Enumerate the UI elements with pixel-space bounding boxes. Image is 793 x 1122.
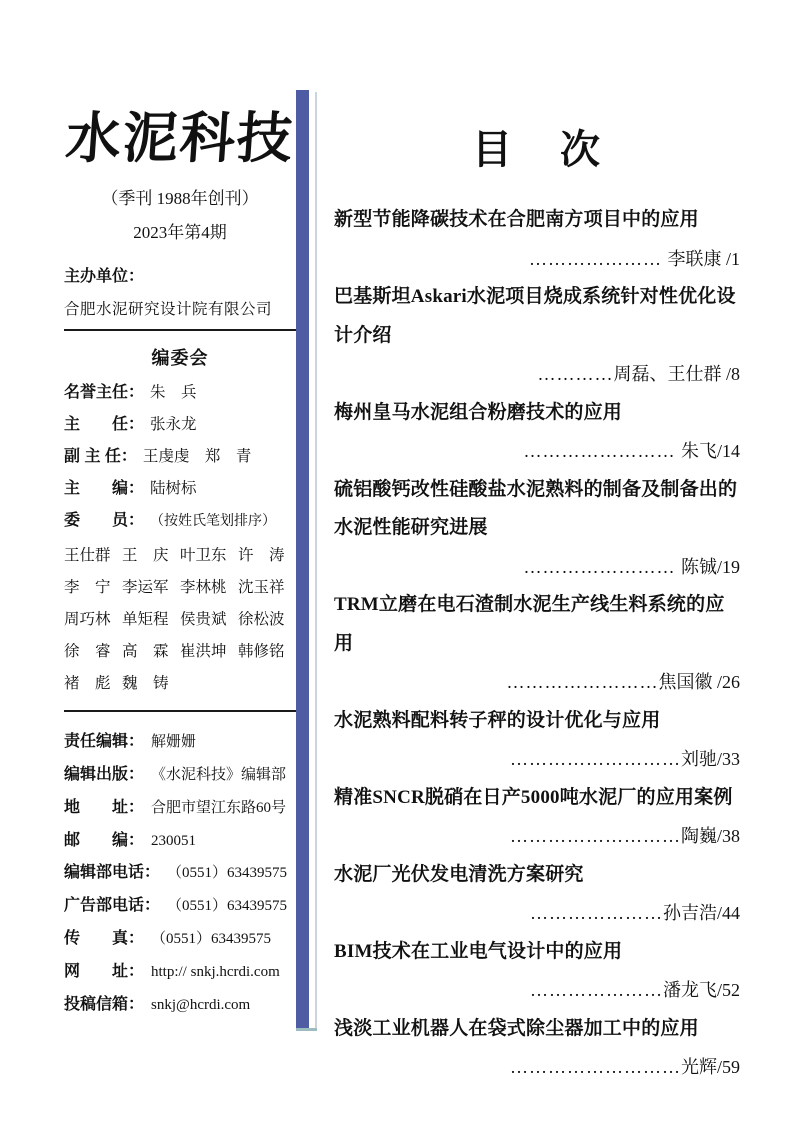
toc-entry bbox=[334, 586, 742, 702]
toc-author: 光辉 bbox=[680, 1057, 717, 1077]
toc-page-number: /19 bbox=[716, 556, 740, 577]
toc-column bbox=[334, 118, 742, 1087]
toc-article-title: 浅淡工业机器人在袋式除尘器加工中的应用 bbox=[334, 1017, 699, 1039]
organizer-name: 合肥水泥研究设计院有限公司 bbox=[64, 301, 273, 319]
member-name: 沈玉祥 bbox=[238, 579, 285, 597]
role-value: （按姓氏笔划排序） bbox=[150, 514, 277, 530]
pub-row-submission-email bbox=[64, 989, 296, 1022]
toc-page-number: /59 bbox=[716, 1057, 740, 1077]
role-value: 陆树标 bbox=[150, 480, 197, 498]
member-name: 单矩程 bbox=[122, 611, 169, 629]
editorial-board-heading: 编委会 bbox=[151, 348, 209, 369]
role-label: 委 员： bbox=[64, 512, 145, 530]
toc-entry bbox=[334, 201, 742, 278]
journal-title: 水泥科技 bbox=[63, 105, 297, 170]
pub-label: 邮 编： bbox=[64, 831, 145, 849]
dot-leader: ………… bbox=[537, 364, 614, 384]
pub-label: 网 址： bbox=[64, 962, 145, 980]
toc-page-number: /38 bbox=[716, 826, 740, 846]
role-label: 副 主 任： bbox=[64, 448, 137, 466]
toc-byline bbox=[334, 894, 742, 933]
divider-hairline bbox=[315, 92, 317, 1028]
pub-label: 编辑部电话： bbox=[64, 864, 161, 882]
role-row-director bbox=[64, 409, 296, 441]
toc-author: 焦国徽 bbox=[658, 672, 713, 692]
toc-page-number: /1 bbox=[721, 248, 740, 269]
role-label: 主 编： bbox=[64, 480, 145, 498]
dot-leader: ……………………… bbox=[509, 826, 681, 846]
toc-author: 陈铖 bbox=[680, 556, 717, 577]
member-name: 褚 彪 bbox=[64, 675, 111, 693]
member-name: 徐松波 bbox=[238, 611, 285, 629]
pub-value: 合肥市望江东路60号 bbox=[151, 799, 287, 816]
dot-leader: ………………… bbox=[529, 903, 663, 923]
editorial-board-roles bbox=[64, 377, 296, 538]
pub-row-fax bbox=[64, 923, 296, 956]
pub-value: 解姗姗 bbox=[151, 734, 197, 751]
pub-value: （0551）63439575 bbox=[151, 931, 272, 948]
pub-row-responsible-editor bbox=[64, 726, 296, 759]
toc-list bbox=[334, 201, 742, 1087]
toc-author: 陶巍 bbox=[680, 826, 717, 846]
toc-article-title: 新型节能降碳技术在合肥南方项目中的应用 bbox=[334, 209, 699, 230]
pub-value: 230051 bbox=[151, 832, 197, 849]
dot-leader: …………………… bbox=[523, 441, 681, 461]
toc-article-title: TRM立磨在电石渣制水泥生产线生料系统的应用 bbox=[334, 594, 725, 654]
member-name: 侯贵斌 bbox=[180, 611, 227, 629]
dot-leader: ……………………… bbox=[509, 1057, 681, 1077]
role-row-chief-editor bbox=[64, 473, 296, 505]
toc-entry bbox=[334, 856, 742, 933]
role-label: 主 任： bbox=[64, 416, 145, 434]
role-value: 朱 兵 bbox=[150, 384, 197, 402]
toc-entry bbox=[334, 702, 742, 779]
dot-leader: ………………… bbox=[528, 248, 668, 269]
toc-page-number: /8 bbox=[721, 364, 740, 384]
toc-article-title: 巴基斯坦Askari水泥项目烧成系统针对性优化设计介绍 bbox=[334, 286, 736, 346]
pub-value: 《水泥科技》编辑部 bbox=[151, 767, 287, 784]
toc-byline bbox=[334, 663, 742, 702]
member-name: 周巧林 bbox=[64, 611, 111, 629]
pub-value: （0551）63439575 bbox=[167, 898, 288, 915]
toc-article-title: 梅州皇马水泥组合粉磨技术的应用 bbox=[334, 401, 623, 423]
pub-row-postcode bbox=[64, 825, 296, 858]
pub-label: 编辑出版： bbox=[64, 766, 145, 784]
toc-entry bbox=[334, 278, 742, 394]
toc-author: 朱飞 bbox=[680, 441, 717, 461]
divider-shadow bbox=[296, 1028, 317, 1031]
organizer-label: 主办单位： bbox=[64, 268, 145, 286]
role-row-honorary-director bbox=[64, 377, 296, 409]
publishing-info bbox=[64, 726, 296, 1021]
pub-label: 地 址： bbox=[64, 798, 145, 816]
toc-page-number: /44 bbox=[716, 903, 740, 923]
member-name: 韩修铭 bbox=[238, 643, 285, 661]
dot-leader: ……………………… bbox=[509, 749, 681, 769]
member-name: 李 宁 bbox=[64, 579, 111, 597]
toc-byline bbox=[334, 355, 742, 394]
toc-byline bbox=[334, 817, 742, 856]
toc-entry bbox=[334, 394, 742, 471]
role-row-deputy-director bbox=[64, 441, 296, 473]
horizontal-rule-bottom bbox=[64, 710, 296, 712]
pub-label: 广告部电话： bbox=[64, 897, 161, 915]
pub-label: 传 真： bbox=[64, 930, 145, 948]
toc-byline bbox=[334, 1048, 742, 1087]
role-row-committee-members bbox=[64, 505, 296, 538]
toc-page-number: /52 bbox=[716, 980, 740, 1000]
toc-page-number: /14 bbox=[716, 441, 740, 461]
toc-entry bbox=[334, 1010, 742, 1087]
role-value: 王虔虔 郑 青 bbox=[142, 448, 252, 466]
toc-author: 李联康 bbox=[667, 248, 722, 269]
member-name: 徐 睿 bbox=[64, 643, 111, 661]
member-name: 许 涛 bbox=[238, 547, 285, 565]
pub-row-publisher bbox=[64, 759, 296, 792]
toc-author: 孙吉浩 bbox=[662, 903, 717, 923]
member-name: 魏 铸 bbox=[122, 675, 169, 693]
role-value: 张永龙 bbox=[150, 416, 197, 434]
pub-value: （0551）63439575 bbox=[167, 865, 288, 882]
toc-byline bbox=[334, 740, 742, 779]
toc-page-number: /26 bbox=[712, 672, 740, 692]
member-name: 王 庆 bbox=[122, 547, 169, 565]
toc-author: 潘龙飞 bbox=[662, 980, 717, 1000]
toc-byline bbox=[334, 548, 742, 587]
member-name: 王仕群 bbox=[64, 547, 111, 565]
member-name: 李林桃 bbox=[180, 579, 227, 597]
vertical-divider-bar bbox=[296, 90, 309, 1028]
pub-row-ad-phone bbox=[64, 890, 296, 923]
toc-entry bbox=[334, 471, 742, 587]
toc-entry bbox=[334, 933, 742, 1010]
member-name: 叶卫东 bbox=[180, 547, 227, 565]
toc-article-title: 硫铝酸钙改性硅酸盐水泥熟料的制备及制备出的水泥性能研究进展 bbox=[334, 478, 738, 538]
committee-members-list bbox=[64, 540, 296, 700]
pub-row-address bbox=[64, 792, 296, 825]
pub-label: 投稿信箱： bbox=[64, 995, 145, 1013]
member-name: 高 霖 bbox=[122, 643, 169, 661]
dot-leader: …………………… bbox=[523, 556, 681, 577]
toc-article-title: BIM技术在工业电气设计中的应用 bbox=[334, 940, 623, 962]
pub-row-website bbox=[64, 956, 296, 989]
pub-row-editorial-phone bbox=[64, 857, 296, 890]
member-name: 崔洪坤 bbox=[180, 643, 227, 661]
masthead-column bbox=[64, 96, 296, 1021]
toc-page-number: /33 bbox=[716, 749, 740, 769]
dot-leader: …………………… bbox=[506, 672, 659, 692]
website-url: http:// snkj.hcrdi.com bbox=[151, 963, 280, 980]
toc-byline bbox=[334, 432, 742, 471]
toc-author: 刘驰 bbox=[680, 749, 717, 769]
pub-label: 责任编辑： bbox=[64, 733, 145, 751]
journal-issue: 2023年第4期 bbox=[133, 223, 227, 243]
submission-email: snkj@hcrdi.com bbox=[151, 996, 251, 1013]
role-label: 名誉主任： bbox=[64, 384, 145, 402]
toc-article-title: 水泥熟料配料转子秤的设计优化与应用 bbox=[334, 709, 661, 731]
toc-article-title: 精准SNCR脱硝在日产5000吨水泥厂的应用案例 bbox=[334, 786, 733, 808]
dot-leader: ………………… bbox=[529, 980, 663, 1000]
toc-author: 周磊、王仕群 bbox=[613, 364, 722, 384]
toc-byline bbox=[334, 971, 742, 1010]
journal-subtitle: （季刊 1988年创刊） bbox=[101, 189, 259, 209]
toc-heading: 目 次 bbox=[472, 126, 604, 173]
member-name: 李运军 bbox=[122, 579, 169, 597]
horizontal-rule-top bbox=[64, 329, 296, 331]
toc-entry bbox=[334, 779, 742, 856]
toc-article-title: 水泥厂光伏发电清洗方案研究 bbox=[334, 863, 584, 885]
toc-byline bbox=[334, 240, 742, 279]
